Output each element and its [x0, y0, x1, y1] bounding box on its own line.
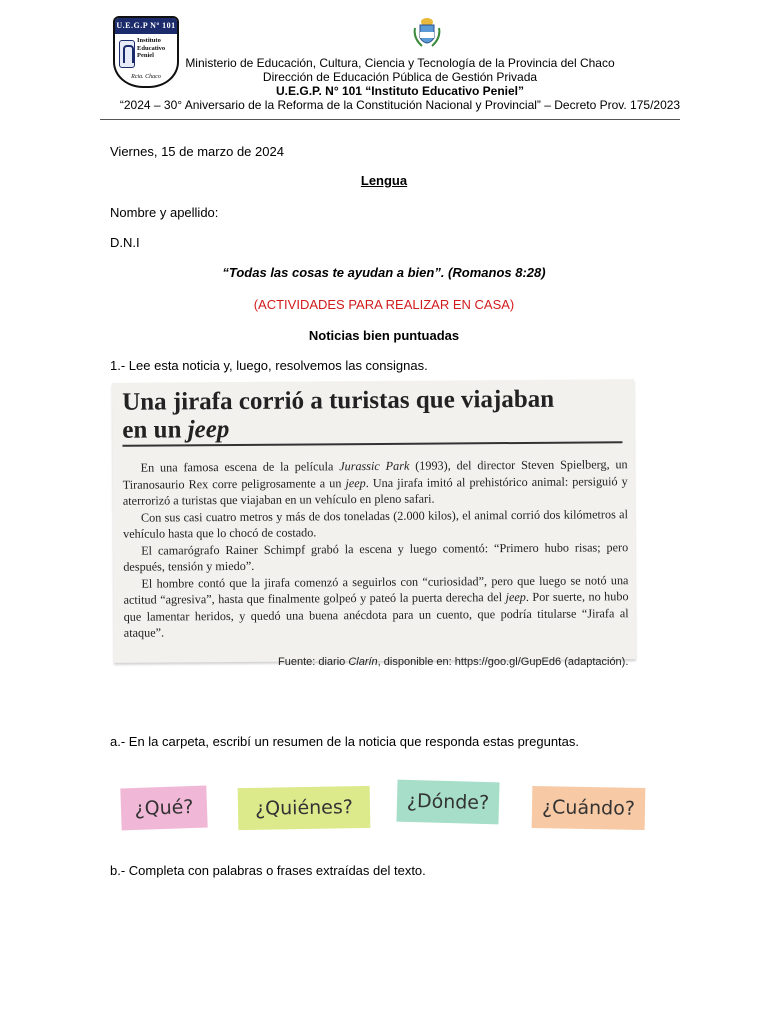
- header-anniversary: “2024 – 30° Aniversario de la Reforma de la Constitución Nacional y Provincial” – Decreto Prov. 175/2023: [119, 98, 681, 112]
- question-tag-que: ¿Qué?: [120, 786, 207, 831]
- article-paragraph: Con sus casi cuatro metros y más de dos toneladas (2.000 kilos), el animal corrió dos kilómetros al vehículo hasta que lo chocó de costado.: [123, 506, 629, 541]
- question-tag-quienes: ¿Quiénes?: [238, 786, 371, 830]
- province-crest-icon: [412, 16, 442, 50]
- question-tag-cuando: ¿Cuándo?: [532, 786, 646, 830]
- logo-school-name: Instituto Educativo Peniel: [137, 37, 166, 59]
- bible-quote: “Todas las cosas te ayudan a bien”. (Romanos 8:28): [222, 265, 546, 280]
- logo-top-label: U.E.G.P Nº 101: [115, 18, 177, 34]
- article-source: Fuente: diario Clarín, disponible en: https://goo.gl/GupEd6 (adaptación).: [278, 656, 629, 668]
- section-title: Noticias bien puntuadas: [308, 328, 460, 343]
- article-body: [123, 456, 629, 641]
- article-paragraph: El hombre contó que la jirafa comenzó a seguirlos con “curiosidad”, pero que luego se notó una actitud “agresiva”, hasta que finalmente golpeó y pateó la puerta derecha del jeep. Por suerte, no hubo que lamentar heridos, y quedó una buena anécdota para un cuento, que podría titularse “Jirafa al ataque”.: [123, 572, 629, 640]
- subject-title: Lengua: [360, 173, 408, 188]
- header-ministry: Ministerio de Educación, Cultura, Ciencia y Tecnología de la Provincia del Chaco: [185, 56, 615, 70]
- activities-note: (ACTIVIDADES PARA REALIZAR EN CASA): [253, 297, 515, 312]
- logo-city: Rcia. Chaco: [131, 74, 161, 80]
- date: Viernes, 15 de marzo de 2024: [110, 144, 284, 159]
- news-clipping: [112, 379, 636, 663]
- article-paragraph: En una famosa escena de la película Jurassic Park (1993), del director Steven Spielberg, un Tiranosaurio Rex corre peligrosamente a un jeep. Una jirafa imitó al prehistórico animal: persiguió y aterrorizó a turistas que viajaban en un vehículo en pleno safari.: [122, 457, 628, 508]
- instruction-1: 1.- Lee esta noticia y, luego, resolvemos las consignas.: [110, 358, 428, 373]
- header-direction: Dirección de Educación Pública de Gestión Privada: [262, 70, 538, 84]
- header-text: [100, 56, 700, 112]
- article-paragraph: El camarógrafo Rainer Schimpf grabó la escena y luego comentó: “Primero hubo risas; pero después, tensión y miedo”.: [123, 539, 629, 574]
- article-title: Una jirafa corrió a turistas que viajaban en un jeep: [122, 385, 555, 444]
- header-divider: [100, 119, 680, 120]
- instruction-a: a.- En la carpeta, escribí un resumen de la noticia que responda estas preguntas.: [110, 734, 580, 749]
- dni-label: D.N.I: [110, 235, 140, 250]
- name-label: Nombre y apellido:: [110, 205, 219, 220]
- instruction-b: b.- Completa con palabras o frases extraídas del texto.: [110, 863, 426, 878]
- header-school: U.E.G.P. N° 101 “Instituto Educativo Peniel”: [276, 84, 524, 98]
- question-tag-donde: ¿Dónde?: [396, 780, 499, 825]
